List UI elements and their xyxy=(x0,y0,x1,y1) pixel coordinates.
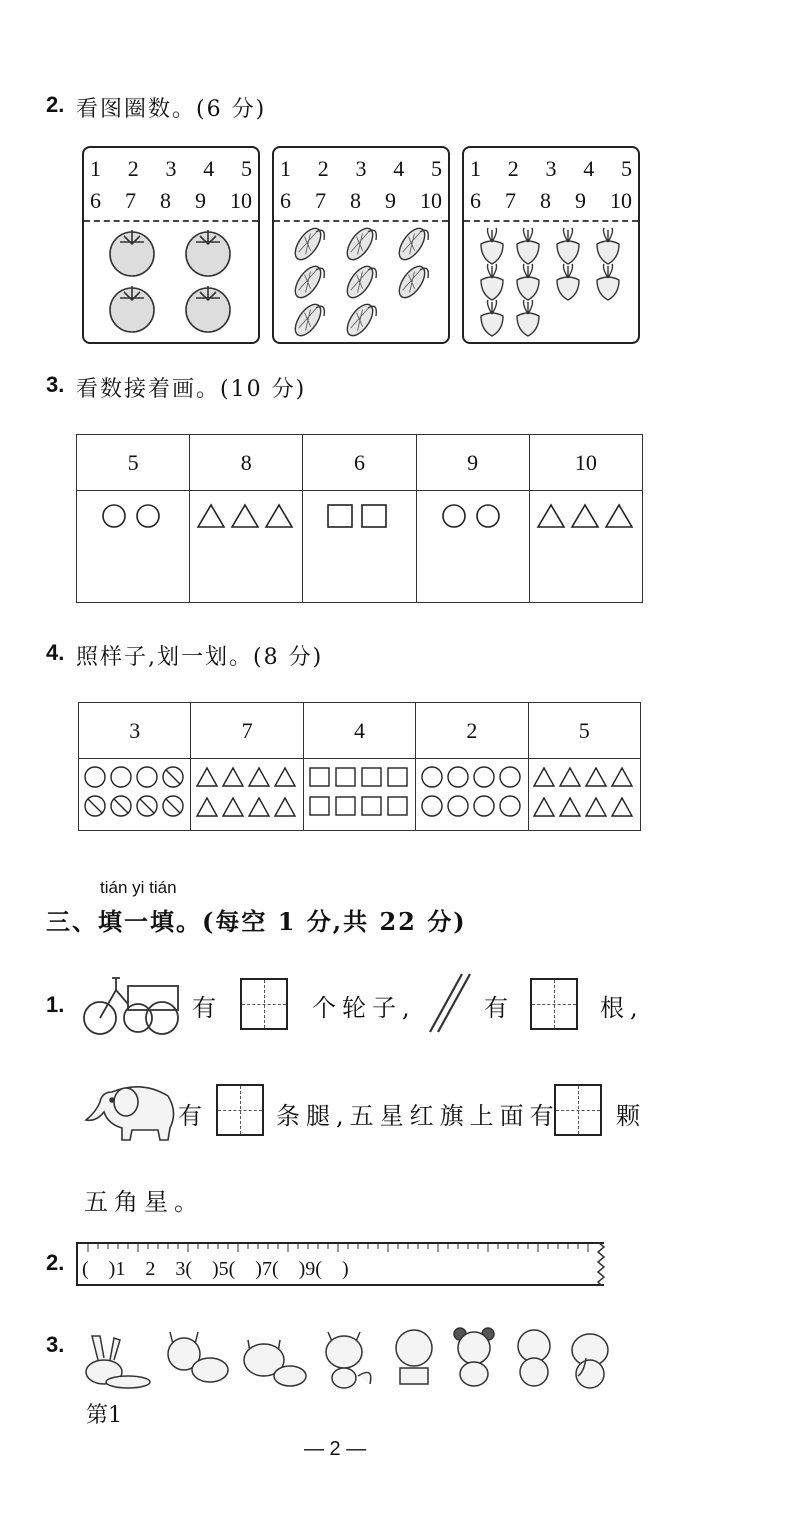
number-option[interactable]: 10 xyxy=(230,188,252,213)
q4-number: 4. xyxy=(46,640,65,665)
number-option[interactable]: 5 xyxy=(621,156,632,181)
q4-cross-cell[interactable] xyxy=(303,759,415,831)
panda-icon xyxy=(454,1328,494,1386)
corn-group-icon xyxy=(274,222,448,340)
sheep-icon xyxy=(518,1330,550,1386)
section-title: 三、填一填。(每空 1 分,共 22 分) xyxy=(46,907,467,936)
q4-title: 照样子,划一划。(8 分) xyxy=(76,645,324,670)
f3-caption: 第1 xyxy=(86,1403,122,1428)
number-option[interactable]: 4 xyxy=(393,156,405,181)
number-option[interactable]: 2 xyxy=(317,156,329,181)
radish-group-icon xyxy=(464,222,638,340)
number-option[interactable]: 10 xyxy=(610,188,632,213)
triangle-shapes-icon xyxy=(194,762,300,822)
number-option[interactable]: 7 xyxy=(505,188,516,213)
number-option[interactable]: 9 xyxy=(195,188,206,213)
number-option[interactable]: 1 xyxy=(90,156,101,181)
number-row-2 xyxy=(90,188,252,214)
answer-box-chopsticks[interactable] xyxy=(530,978,578,1030)
number-option[interactable]: 6 xyxy=(280,188,291,213)
number-option[interactable]: 1 xyxy=(470,156,481,181)
q4-header-cell: 7 xyxy=(191,703,303,759)
elephant-small-icon xyxy=(572,1334,608,1388)
square-shapes-icon xyxy=(324,501,394,531)
tricycle-icon xyxy=(82,968,182,1038)
q4-cross-cell[interactable] xyxy=(191,759,303,831)
fox-icon xyxy=(326,1332,371,1388)
q4-header-cell: 3 xyxy=(79,703,191,759)
text-you: 有 xyxy=(178,1102,208,1130)
number-option[interactable]: 3 xyxy=(545,156,557,181)
chick-icon xyxy=(396,1330,432,1384)
number-option[interactable]: 9 xyxy=(385,188,396,213)
q4-cross-cell[interactable] xyxy=(528,759,640,831)
page-number: — 2 — xyxy=(304,1438,367,1460)
circle-crossed-shapes-icon xyxy=(82,762,188,822)
number-row-1 xyxy=(470,156,632,182)
number-option[interactable]: 1 xyxy=(280,156,291,181)
number-option[interactable]: 3 xyxy=(355,156,367,181)
number-row-2 xyxy=(280,188,442,214)
answer-box-wheels[interactable] xyxy=(240,978,288,1030)
circle-shapes-icon xyxy=(438,501,508,531)
q4-header-cell: 4 xyxy=(303,703,415,759)
circle-shapes-icon xyxy=(419,762,525,822)
rabbit-icon xyxy=(86,1336,150,1388)
chopsticks-icon xyxy=(424,970,474,1036)
number-option[interactable]: 2 xyxy=(127,156,139,181)
number-option[interactable]: 3 xyxy=(165,156,177,181)
q3-draw-cell[interactable] xyxy=(416,491,529,603)
f2-number: 2. xyxy=(46,1250,65,1275)
number-row-2 xyxy=(470,188,632,214)
q3-draw-cell[interactable] xyxy=(77,491,190,603)
square-shapes-icon xyxy=(306,762,412,822)
number-option[interactable]: 6 xyxy=(470,188,481,213)
q3-header-cell: 5 xyxy=(77,435,190,491)
q3-title: 看数接着画。(10 分) xyxy=(76,377,307,402)
tomato-group-icon xyxy=(84,222,258,340)
q4-header-cell: 5 xyxy=(528,703,640,759)
number-card-radish xyxy=(462,146,640,344)
ruler-torn-edge-icon xyxy=(594,1242,608,1286)
number-card-tomato xyxy=(82,146,260,344)
number-option[interactable]: 5 xyxy=(241,156,252,181)
q2-number: 2. xyxy=(46,92,65,117)
dog-icon xyxy=(168,1332,228,1382)
q4-cross-cell[interactable] xyxy=(79,759,191,831)
text-you: 有 xyxy=(484,994,514,1022)
text-gen: 根, xyxy=(600,994,644,1022)
q4-header-cell: 2 xyxy=(416,703,528,759)
q2-title: 看图圈数。(6 分) xyxy=(76,97,267,122)
f1-number: 1. xyxy=(46,992,65,1017)
q3-header-cell: 6 xyxy=(303,435,416,491)
text-ke: 颗 xyxy=(616,1102,646,1130)
q3-header-cell: 9 xyxy=(416,435,529,491)
q3-draw-cell[interactable] xyxy=(190,491,303,603)
q3-draw-cell[interactable] xyxy=(303,491,416,603)
triangle-shapes-icon xyxy=(194,501,298,531)
text-wheels: 个轮子, xyxy=(312,994,416,1022)
number-option[interactable]: 6 xyxy=(90,188,101,213)
q4-table xyxy=(78,702,641,831)
number-option[interactable]: 2 xyxy=(507,156,519,181)
answer-box-stars[interactable] xyxy=(554,1084,602,1136)
triangle-shapes-icon xyxy=(531,762,637,822)
ruler-numbers[interactable]: ( )1 2 3( )5( )7( )9( ) xyxy=(82,1258,349,1280)
number-option[interactable]: 8 xyxy=(160,188,171,213)
text-legs-flag: 条腿,五星红旗上面有 xyxy=(276,1102,560,1130)
q3-table xyxy=(76,434,643,603)
number-option[interactable]: 8 xyxy=(540,188,551,213)
f3-number: 3. xyxy=(46,1332,65,1357)
section-pinyin: tián yi tián xyxy=(100,878,177,897)
text-stars: 五角星。 xyxy=(84,1188,204,1216)
number-option[interactable]: 4 xyxy=(203,156,215,181)
ruler-ticks-icon xyxy=(78,1244,604,1256)
circle-shapes-icon xyxy=(98,501,168,531)
number-card-corn xyxy=(272,146,450,344)
triangle-shapes-icon xyxy=(534,501,638,531)
number-option[interactable]: 9 xyxy=(575,188,586,213)
text-you: 有 xyxy=(192,994,222,1022)
number-option[interactable]: 7 xyxy=(315,188,326,213)
cat-icon xyxy=(244,1340,306,1386)
q3-header-cell: 8 xyxy=(190,435,303,491)
elephant-icon xyxy=(82,1072,182,1144)
ruler xyxy=(76,1242,604,1286)
answer-box-legs[interactable] xyxy=(216,1084,264,1136)
animal-row xyxy=(74,1326,614,1394)
q3-number: 3. xyxy=(46,372,65,397)
number-option[interactable]: 4 xyxy=(583,156,595,181)
number-option[interactable]: 10 xyxy=(420,188,442,213)
number-row-1 xyxy=(280,156,442,182)
number-option[interactable]: 5 xyxy=(431,156,442,181)
number-row-1 xyxy=(90,156,252,182)
q3-header-cell: 10 xyxy=(529,435,642,491)
q3-draw-cell[interactable] xyxy=(529,491,642,603)
number-option[interactable]: 7 xyxy=(125,188,136,213)
q4-cross-cell[interactable] xyxy=(416,759,528,831)
number-option[interactable]: 8 xyxy=(350,188,361,213)
